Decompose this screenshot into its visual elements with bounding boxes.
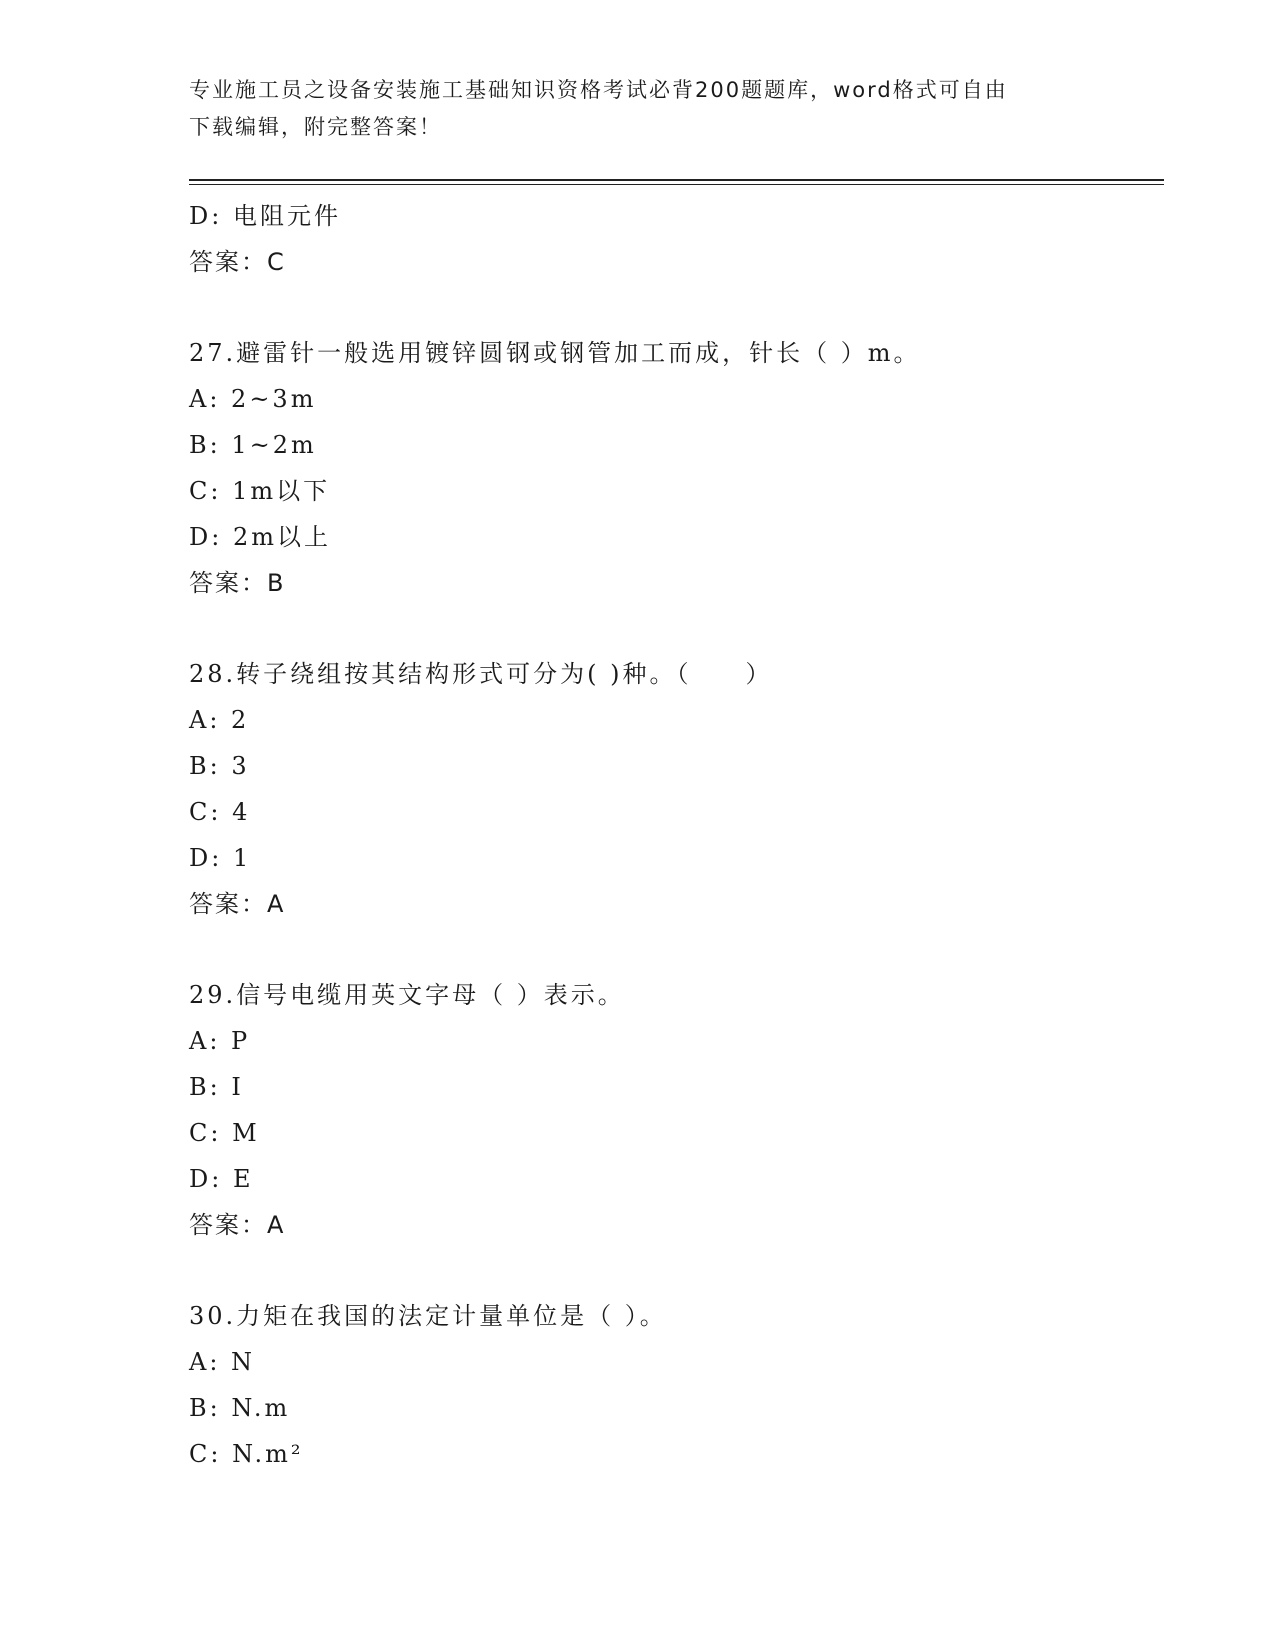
spacer bbox=[189, 285, 1164, 330]
option-d: D: E bbox=[189, 1165, 254, 1193]
option-c: C: M bbox=[189, 1119, 260, 1147]
header-line-2: 下载编辑，附完整答案！ bbox=[189, 115, 442, 139]
question-stem: 28.转子绕组按其结构形式可分为( )种。（ ） bbox=[189, 660, 773, 688]
question-content bbox=[189, 193, 1164, 1477]
header-divider-thick bbox=[189, 179, 1164, 181]
option-a: A: N bbox=[189, 1348, 256, 1376]
question-29 bbox=[189, 972, 1164, 1248]
option-a: A: P bbox=[189, 1027, 251, 1055]
option-d: D: 电阻元件 bbox=[189, 202, 341, 230]
option-c: C: N.m² bbox=[189, 1440, 304, 1468]
option-a: A: 2~3m bbox=[189, 385, 317, 413]
spacer bbox=[189, 927, 1164, 972]
option-d: D: 1 bbox=[189, 844, 252, 872]
answer-line: 答案：A bbox=[189, 1211, 286, 1239]
option-b: B: 3 bbox=[189, 752, 250, 780]
option-d: D: 2m以上 bbox=[189, 523, 331, 551]
question-30 bbox=[189, 1293, 1164, 1477]
question-28 bbox=[189, 651, 1164, 927]
header-divider-thin bbox=[189, 184, 1164, 185]
question-27 bbox=[189, 330, 1164, 606]
answer-line: 答案：B bbox=[189, 569, 286, 597]
option-c: C: 4 bbox=[189, 798, 251, 826]
option-b: B: N.m bbox=[189, 1394, 291, 1422]
document-header bbox=[189, 72, 1089, 146]
option-b: B: 1~2m bbox=[189, 431, 317, 459]
question-stem: 29.信号电缆用英文字母（ ）表示。 bbox=[189, 981, 625, 1009]
header-line-1: 专业施工员之设备安装施工基础知识资格考试必背200题题库，word格式可自由 bbox=[189, 78, 1008, 102]
spacer bbox=[189, 606, 1164, 651]
question-stem: 30.力矩在我国的法定计量单位是（ ）。 bbox=[189, 1302, 667, 1330]
answer-line: 答案：C bbox=[189, 248, 286, 276]
answer-line: 答案：A bbox=[189, 890, 286, 918]
option-c: C: 1m以下 bbox=[189, 477, 331, 505]
option-b: B: I bbox=[189, 1073, 244, 1101]
option-a: A: 2 bbox=[189, 706, 250, 734]
spacer bbox=[189, 1248, 1164, 1293]
question-stem: 27.避雷针一般选用镀锌圆钢或钢管加工而成，针长（ ）m。 bbox=[189, 339, 921, 367]
